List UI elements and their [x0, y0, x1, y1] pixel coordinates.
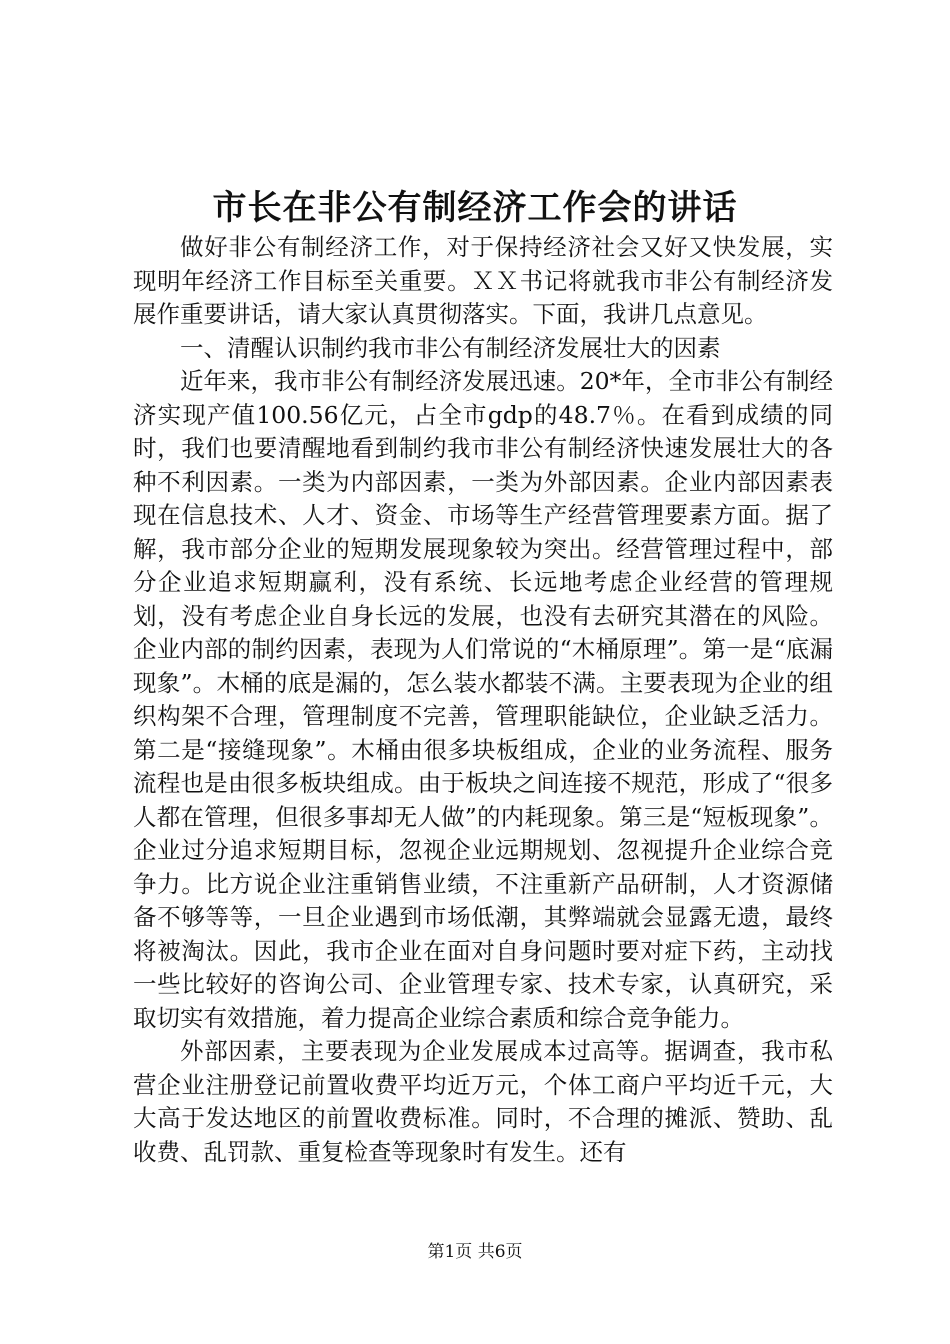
paragraph-internal-factors: 近年来，我市非公有制经济发展迅速。20*年，全市非公有制经济实现产值100.56亿元，占全市gdp的48.7％。在看到成绩的同时，我们也要清醒地看到制约我市非公有制经济快速发展壮大的各种不利因素。一类为内部因素，一类为外部因素。企业内部因素表现在信息技术、人才、资金、市场等生产经营管理要素方面。据了解，我市部分企业的短期发展现象较为突出。经营管理过程中，部分企业追求短期赢利，没有系统、长远地考虑企业经营的管理规划，没有考虑企业自身长远的发展，也没有去研究其潜在的风险。企业内部的制约因素，表现为人们常说的“木桶原理”。第一是“底漏现象”。木桶的底是漏的，怎么装水都装不满。主要表现为企业的组织构架不合理，管理制度不完善，管理职能缺位，企业缺乏活力。第二是“接缝现象”。木桶由很多块板组成，企业的业务流程、服务流程也是由很多板块组成。由于板块之间连接不规范，形成了“很多人都在管理，但很多事却无人做”的内耗现象。第三是“短板现象”。企业过分追求短期目标，忽视企业远期规划、忽视提升企业综合竞争力。比方说企业注重销售业绩，不注重新产品研制，人才资源储备不够等等，一旦企业遇到市场低潮，其弊端就会显露无遗，最终将被淘汰。因此，我市企业在面对自身问题时要对症下药，主动找一些比较好的咨询公司、企业管理专家、技术专家，认真研究，采取切实有效措施，着力提高企业综合素质和综合竞争能力。 — [133, 367, 833, 1032]
paragraph-external-factors: 外部因素，主要表现为企业发展成本过高等。据调查，我市私营企业注册登记前置收费平均近万元，个体工商户平均近千元，大大高于发达地区的前置收费标准。同时，不合理的摊派、赞助、乱收费、乱罚款、重复检查等现象时有发生。还有 — [133, 1037, 833, 1166]
section-heading: 一、清醒认识制约我市非公有制经济发展壮大的因素 — [180, 333, 721, 362]
paragraph-intro: 做好非公有制经济工作，对于保持经济社会又好又快发展，实现明年经济工作目标至关重要。ＸＸ书记将就我市非公有制经济发展作重要讲话，请大家认真贯彻落实。下面，我讲几点意见。 — [133, 233, 833, 328]
page-number-footer: 第1页 共6页 — [427, 1242, 523, 1262]
document-title: 市长在非公有制经济工作会的讲话 — [212, 188, 738, 228]
document-body — [133, 231, 833, 1169]
